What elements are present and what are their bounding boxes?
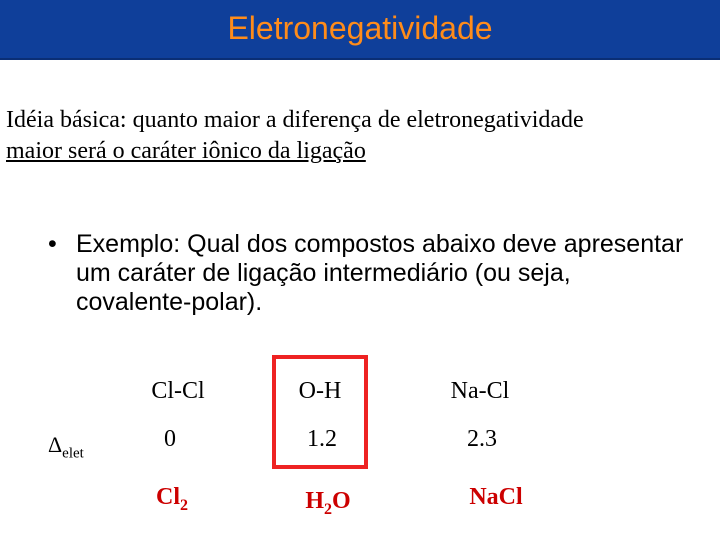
bullet-text: Exemplo: Qual dos compostos abaixo deve apresentar um caráter de ligação intermediário (ou seja, covalente-polar).	[76, 230, 684, 316]
slide-title: Eletronegatividade	[227, 10, 493, 46]
bond-label-o-h: O-H	[298, 378, 342, 404]
intro-line-2: maior será o caráter iônico da ligação	[6, 138, 366, 164]
compound-cl2: $Cl_2$	[156, 484, 188, 514]
bullet-icon: •	[48, 230, 57, 258]
bullet-example	[48, 230, 688, 317]
bond-label-cl-cl: Cl-Cl	[151, 378, 205, 404]
delta-value-na-cl: 2.3	[467, 426, 497, 452]
delta-value-cl-cl: 0	[164, 426, 176, 452]
intro-line-1: Idéia básica: quanto maior a diferença de eletronegatividade	[6, 107, 584, 133]
oh-highlight-box	[272, 355, 368, 469]
intro-text	[6, 105, 706, 167]
delta-symbol: Δ	[48, 432, 63, 457]
delta-value-o-h: 1.2	[307, 426, 337, 452]
delta-subscript: elet	[62, 445, 84, 462]
delta-elet-label	[48, 432, 84, 462]
compound-h2o: $H_2O$	[305, 488, 351, 518]
compound-nacl: NaCl	[469, 484, 523, 510]
bond-label-na-cl: Na-Cl	[450, 378, 510, 404]
